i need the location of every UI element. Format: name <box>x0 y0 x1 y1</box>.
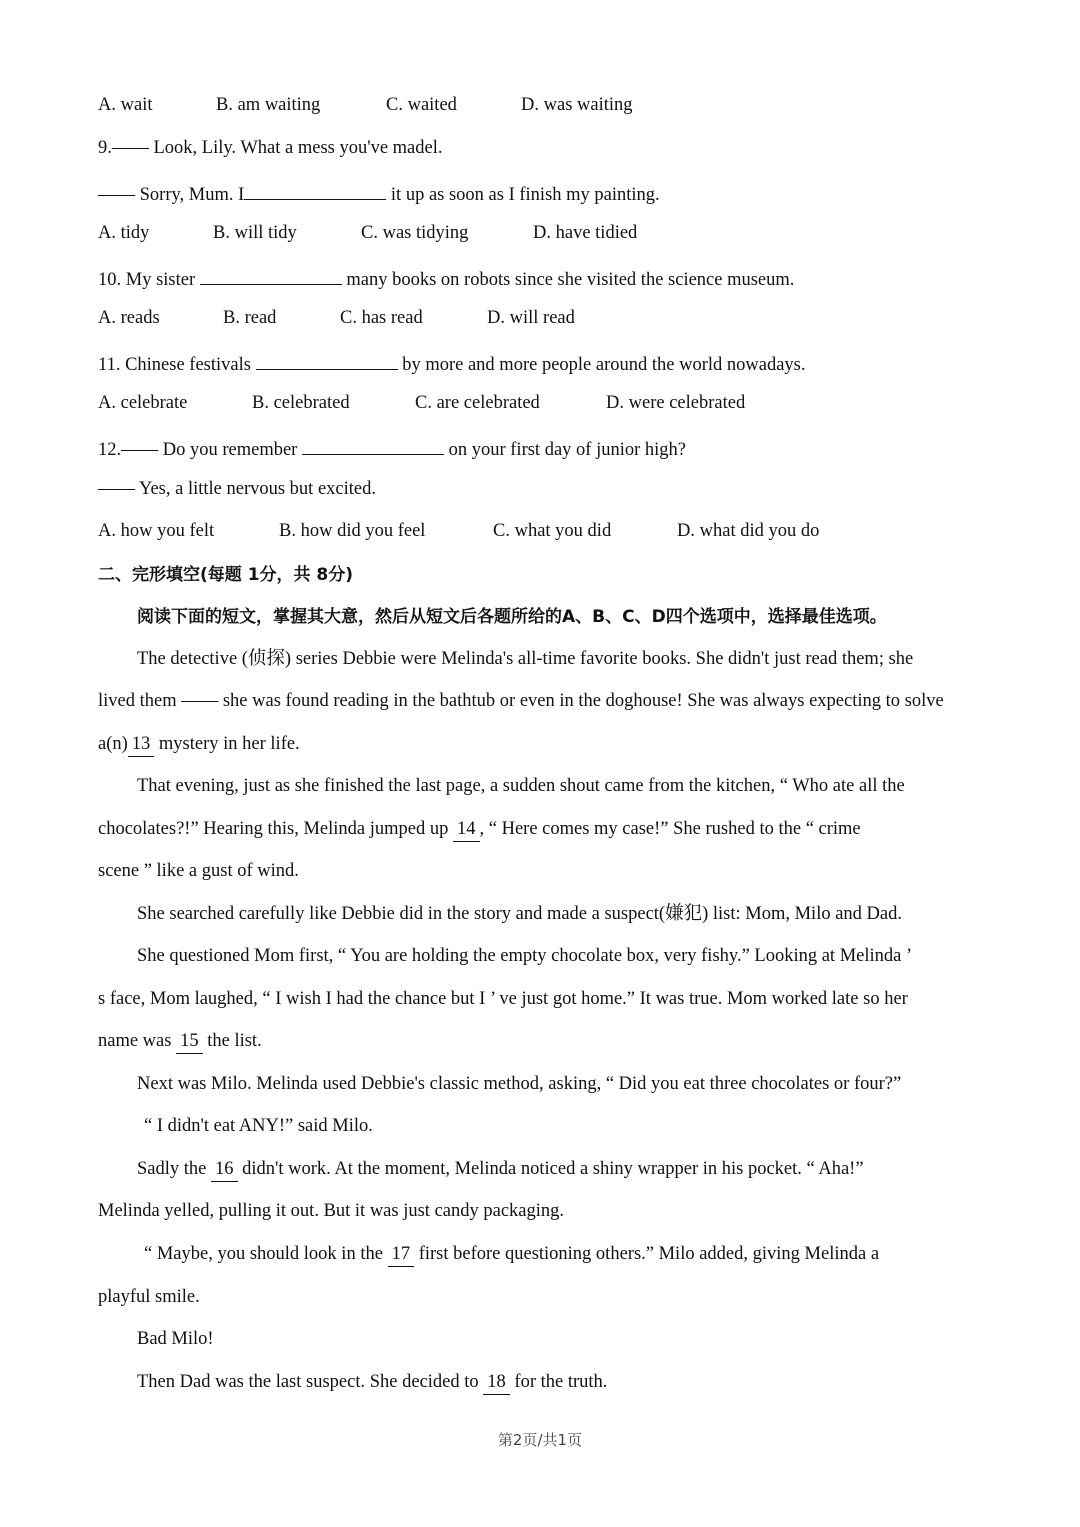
q9-blank <box>244 179 386 200</box>
q10-options <box>98 306 575 330</box>
q12-option-c: C. what you did <box>493 521 612 541</box>
q12-option-d: D. what did you do <box>677 521 820 541</box>
passage-line: That evening, just as she finished the last page, a sudden shout came from the kitchen, “ Who ate all the <box>137 776 905 796</box>
q9-prompt: 9.—— Look, Lily. What a mess you've madel. <box>98 138 443 158</box>
q9-option-c: C. was tidying <box>361 223 469 243</box>
q8-option-c: C. waited <box>386 95 457 115</box>
q10-option-d: D. will read <box>487 308 575 328</box>
q10-option-c: C. has read <box>340 308 423 328</box>
q8-option-a: A. wait <box>98 95 153 115</box>
passage-line: She searched carefully like Debbie did in the story and made a suspect(嫌犯) list: Mom, Milo and Dad. <box>137 904 902 924</box>
passage-line: chocolates?!” Hearing this, Melinda jumped up 14 , “ Here comes my case!” She rushed to the “ crime <box>98 817 861 842</box>
q11-options <box>98 391 745 415</box>
q12-option-b: B. how did you feel <box>279 521 426 541</box>
passage-line: Then Dad was the last suspect. She decided to 18 for the truth. <box>137 1370 607 1395</box>
passage-line: Melinda yelled, pulling it out. But it was just candy packaging. <box>98 1201 565 1221</box>
q12-stem: 12.—— Do you remember on your first day of junior high? <box>98 434 686 462</box>
section-instruction: 阅读下面的短文，掌握其大意，然后从短文后各题所给的A、B、C、D四个选项中，选择最佳选项。 <box>137 607 887 627</box>
q9-options <box>98 221 637 245</box>
blank-13: 13 <box>128 732 155 757</box>
q12-option-a: A. how you felt <box>98 521 215 541</box>
q10-stem: 10. My sister many books on robots since she visited the science museum. <box>98 264 794 292</box>
passage-line: Bad Milo! <box>137 1329 214 1349</box>
q11-option-b: B. celebrated <box>252 393 350 413</box>
section-heading: 二、完形填空(每题 1分，共 8分) <box>98 565 354 585</box>
blank-14: 14 <box>453 817 480 842</box>
passage-line: “ Maybe, you should look in the 17 first before questioning others.” Milo added, giving Melinda a <box>144 1242 879 1267</box>
blank-15: 15 <box>176 1029 203 1054</box>
passage-line: The detective (侦探) series Debbie were Melinda's all-time favorite books. She didn't just read them; she <box>137 649 914 669</box>
passage-line: “ I didn't eat ANY!” said Milo. <box>144 1116 373 1136</box>
q12-options <box>98 519 819 543</box>
q8-option-d: D. was waiting <box>521 95 633 115</box>
q11-stem: 11. Chinese festivals by more and more people around the world nowadays. <box>98 349 806 377</box>
q11-option-a: A. celebrate <box>98 393 188 413</box>
blank-18: 18 <box>483 1370 510 1395</box>
q9-option-b: B. will tidy <box>213 223 297 243</box>
passage-line: Next was Milo. Melinda used Debbie's classic method, asking, “ Did you eat three chocolates or four?” <box>137 1074 902 1094</box>
q12-reply: —— Yes, a little nervous but excited. <box>98 479 376 499</box>
q11-option-d: D. were celebrated <box>606 393 746 413</box>
q9-reply: —— Sorry, Mum. I it up as soon as I finish my painting. <box>98 179 660 207</box>
passage-line: She questioned Mom first, “ You are holding the empty chocolate box, very fishy.” Looking at Melinda ’ <box>137 946 913 966</box>
blank-17: 17 <box>388 1242 415 1267</box>
q9-option-a: A. tidy <box>98 223 150 243</box>
passage-line: scene ” like a gust of wind. <box>98 861 299 881</box>
passage-line: s face, Mom laughed, “ I wish I had the chance but I ’ ve just got home.” It was true. Mom worked late so her <box>98 989 908 1009</box>
q10-option-a: A. reads <box>98 308 160 328</box>
q12-blank <box>302 434 444 455</box>
page-footer: 第2页/共1页 <box>497 1431 583 1449</box>
blank-16: 16 <box>211 1157 238 1182</box>
q11-option-c: C. are celebrated <box>415 393 540 413</box>
q8-options <box>98 93 633 117</box>
passage-line: a(n) 13 mystery in her life. <box>98 732 300 757</box>
passage-line: Sadly the 16 didn't work. At the moment, Melinda noticed a shiny wrapper in his pocket. “ Aha!” <box>137 1157 864 1182</box>
q8-option-b: B. am waiting <box>216 95 321 115</box>
passage-line: playful smile. <box>98 1287 200 1307</box>
q10-blank <box>200 264 342 285</box>
passage-line: name was 15 the list. <box>98 1029 262 1054</box>
q11-blank <box>256 349 398 370</box>
q9-option-d: D. have tidied <box>533 223 638 243</box>
passage-line: lived them —— she was found reading in the bathtub or even in the doghouse! She was always expecting to solve <box>98 691 944 711</box>
q10-option-b: B. read <box>223 308 277 328</box>
